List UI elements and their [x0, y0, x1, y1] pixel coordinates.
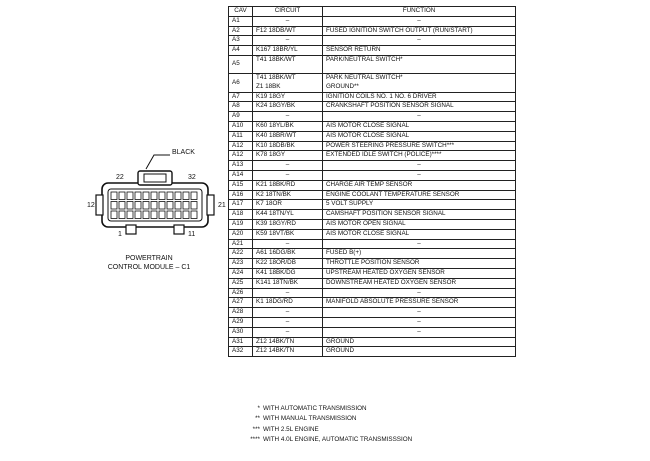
- connector-diagram: [88, 145, 228, 265]
- function-text: –: [417, 288, 421, 296]
- function-cell: [323, 171, 516, 181]
- cav-cell: A11: [229, 131, 253, 141]
- function-text: AIS MOTOR CLOSE SIGNAL: [326, 122, 410, 130]
- circuit-cell: [253, 161, 323, 171]
- circuit-cell: [253, 36, 323, 46]
- table-row: [229, 16, 516, 26]
- pin-cavity: [119, 211, 125, 219]
- function-cell: [323, 268, 516, 278]
- table-row: [229, 200, 516, 210]
- pin-cavity: [127, 192, 133, 200]
- function-text: –: [417, 239, 421, 247]
- cav-cell: A27: [229, 298, 253, 308]
- cav-cell: A3: [229, 36, 253, 46]
- footnote-text: WITH 4.0L ENGINE, AUTOMATIC TRANSMISSSION: [263, 436, 413, 444]
- function-text: THROTTLE POSITION SENSOR: [326, 259, 420, 267]
- table-row: [229, 239, 516, 249]
- pin-cavity: [159, 202, 165, 210]
- pin-label-32: 32: [188, 174, 196, 181]
- cav-cell: A4: [229, 46, 253, 56]
- circuit-cell: [253, 288, 323, 298]
- circuit-cell: [253, 327, 323, 337]
- table-row: [229, 210, 516, 220]
- cav-cell: A20: [229, 229, 253, 239]
- table-row: [229, 26, 516, 36]
- pin-cavity: [151, 211, 157, 219]
- table-row: [229, 112, 516, 122]
- pin-cavity: [175, 192, 181, 200]
- table-row: [229, 249, 516, 259]
- cav-cell: A23: [229, 259, 253, 269]
- function-cell: [323, 308, 516, 318]
- pin-cavity: [167, 192, 173, 200]
- circuit-cell: [253, 308, 323, 318]
- cav-cell: A15: [229, 180, 253, 190]
- pin-cavity: [167, 202, 173, 210]
- cav-cell: A25: [229, 278, 253, 288]
- header-function: FUNCTION: [323, 7, 516, 17]
- pin-cavity: [167, 211, 173, 219]
- table-row: [229, 229, 516, 239]
- circuit-cell: [253, 210, 323, 220]
- circuit-text: [256, 65, 319, 74]
- circuit-cell: [253, 190, 323, 200]
- function-text: FUSED B(+): [326, 249, 362, 257]
- table-row: [229, 171, 516, 181]
- function-text: –: [417, 112, 421, 120]
- circuit-cell: [253, 102, 323, 112]
- circuit-cell: [253, 249, 323, 259]
- pin-cavity: [183, 211, 189, 219]
- circuit-cell: [253, 131, 323, 141]
- circuit-cell: [253, 337, 323, 347]
- table-row: [229, 268, 516, 278]
- function-cell: [323, 26, 516, 36]
- table-row: [229, 55, 516, 73]
- circuit-cell: [253, 268, 323, 278]
- function-text: –: [417, 161, 421, 169]
- function-text: –: [417, 327, 421, 335]
- circuit-text: –: [285, 308, 290, 316]
- pin-cavity: [159, 192, 165, 200]
- circuit-text: A61 16DG/BK: [256, 249, 296, 257]
- circuit-text: K60 18YL/BK: [256, 122, 294, 130]
- function-cell: [323, 16, 516, 26]
- function-cell: [323, 92, 516, 102]
- cav-cell: A16: [229, 190, 253, 200]
- pin-cavity: [143, 211, 149, 219]
- cav-cell: A29: [229, 317, 253, 327]
- function-cell: [323, 210, 516, 220]
- header-cav: CAV: [229, 7, 253, 17]
- table-row: [229, 180, 516, 190]
- connector-color-label: BLACK: [172, 149, 195, 156]
- function-text: CAMSHAFT POSITION SENSOR SIGNAL: [326, 210, 446, 218]
- table-row: [229, 141, 516, 151]
- circuit-text: –: [285, 16, 290, 24]
- function-cell: [323, 36, 516, 46]
- table-row: [229, 190, 516, 200]
- function-text: GROUND: [326, 347, 354, 355]
- pin-cavity: [119, 202, 125, 210]
- circuit-cell: [253, 92, 323, 102]
- circuit-text: K24 18GY/BK: [256, 102, 296, 110]
- cav-cell: A7: [229, 92, 253, 102]
- circuit-cell: [253, 239, 323, 249]
- pin-cavity: [175, 211, 181, 219]
- cav-cell: A13: [229, 161, 253, 171]
- pin-cavity: [143, 192, 149, 200]
- pinout-table-body: [229, 16, 516, 356]
- function-text: 5 VOLT SUPPLY: [326, 200, 374, 208]
- circuit-text: –: [285, 327, 290, 335]
- function-cell: [323, 74, 516, 92]
- cav-cell: A6: [229, 74, 253, 92]
- circuit-text: K19 18GY: [256, 92, 286, 100]
- pin-cavity: [191, 202, 197, 210]
- table-row: [229, 308, 516, 318]
- module-name-line-1: POWERTRAIN: [125, 255, 173, 262]
- function-text: –: [417, 171, 421, 179]
- function-cell: [323, 249, 516, 259]
- cav-cell: A5: [229, 55, 253, 73]
- pin-cavity: [151, 202, 157, 210]
- cav-cell: A30: [229, 327, 253, 337]
- table-row: [229, 347, 516, 357]
- pin-cavity: [191, 192, 197, 200]
- module-name: [84, 254, 214, 272]
- table-row: [229, 102, 516, 112]
- pin-cavity: [135, 192, 141, 200]
- circuit-text: K21 18BK/RD: [256, 180, 296, 188]
- cav-cell: A32: [229, 347, 253, 357]
- function-cell: [323, 141, 516, 151]
- cav-cell: A1: [229, 16, 253, 26]
- circuit-text: –: [285, 288, 290, 296]
- pin-cavity: [127, 202, 133, 210]
- function-text: SENSOR RETURN: [326, 46, 381, 54]
- pin-cavity: [159, 211, 165, 219]
- pin-cavity: [135, 211, 141, 219]
- table-row: [229, 278, 516, 288]
- table-row: [229, 337, 516, 347]
- pin-label-22: 22: [116, 174, 124, 181]
- circuit-text: K167 18BR/YL: [256, 46, 298, 54]
- circuit-text: –: [285, 171, 290, 179]
- function-text: ENGINE COOLANT TEMPERATURE SENSOR: [326, 190, 460, 198]
- footnote-text: WITH AUTOMATIC TRANSMISSION: [263, 405, 367, 412]
- circuit-cell: [253, 298, 323, 308]
- function-text: CHARGE AIR TEMP SENSOR: [326, 180, 413, 188]
- circuit-cell: [253, 317, 323, 327]
- function-text: DOWNSTREAM HEATED OXYGEN SENSOR: [326, 278, 457, 286]
- circuit-cell: [253, 200, 323, 210]
- pin-cavity: [151, 192, 157, 200]
- circuit-cell: [253, 171, 323, 181]
- footnote-text: WITH 2.5L ENGINE: [263, 425, 319, 433]
- circuit-cell: [253, 46, 323, 56]
- cav-cell: A9: [229, 112, 253, 122]
- circuit-text: K7 18OR: [256, 200, 282, 208]
- function-text: IGNITION COILS NO. 1 NO. 6 DRIVER: [326, 92, 437, 100]
- pin-cavity: [119, 192, 125, 200]
- pin-cavity: [111, 192, 117, 200]
- circuit-cell: [253, 74, 323, 92]
- table-row: [229, 46, 516, 56]
- table-row: [229, 151, 516, 161]
- circuit-text: Z12 14BK/TN: [256, 337, 295, 345]
- function-cell: [323, 220, 516, 230]
- footnote-mark: ***: [252, 425, 260, 433]
- function-cell: [323, 122, 516, 132]
- pin-cavity: [111, 211, 117, 219]
- function-cell: [323, 151, 516, 161]
- circuit-text: –: [285, 239, 290, 247]
- function-text: –: [417, 36, 421, 44]
- pin-cavity: [191, 211, 197, 219]
- circuit-cell: [253, 220, 323, 230]
- function-cell: [323, 190, 516, 200]
- function-cell: [323, 131, 516, 141]
- function-cell: [323, 200, 516, 210]
- circuit-text: K44 18TN/YL: [256, 210, 294, 218]
- table-header-row: [229, 7, 516, 17]
- footnote: [232, 435, 412, 445]
- function-text: PARK/NEUTRAL SWITCH*: [326, 55, 403, 63]
- function-cell: [323, 180, 516, 190]
- function-text: POWER STEERING PRESSURE SWITCH***: [326, 141, 455, 149]
- circuit-cell: [253, 112, 323, 122]
- module-name-line-2: CONTROL MODULE – C1: [107, 264, 191, 271]
- table-row: [229, 131, 516, 141]
- function-text: FUSED IGNITION SWITCH OUTPUT (RUN/START): [326, 26, 473, 34]
- circuit-cell: [253, 151, 323, 161]
- cav-cell: A18: [229, 210, 253, 220]
- circuit-text: –: [285, 112, 290, 120]
- table-row: [229, 298, 516, 308]
- pin-label-12: 12: [87, 202, 95, 209]
- function-text: [326, 65, 512, 74]
- circuit-cell: [253, 347, 323, 357]
- function-cell: [323, 46, 516, 56]
- table-row: [229, 288, 516, 298]
- function-text: –: [417, 16, 421, 24]
- pin-cavity: [127, 211, 133, 219]
- cav-cell: A22: [229, 249, 253, 259]
- pin-cavity: [143, 202, 149, 210]
- cav-cell: A17: [229, 200, 253, 210]
- function-cell: [323, 317, 516, 327]
- pin-label-21: 21: [218, 202, 226, 209]
- circuit-text: –: [285, 161, 290, 169]
- circuit-text: K78 18GY: [256, 151, 286, 159]
- pin-cavity: [135, 202, 141, 210]
- table-row: [229, 327, 516, 337]
- pin-label-1: 1: [118, 231, 122, 238]
- function-cell: [323, 161, 516, 171]
- circuit-text: K141 18TN/BK: [256, 278, 299, 286]
- function-cell: [323, 347, 516, 357]
- function-text: MANIFOLD ABSOLUTE PRESSURE SENSOR: [326, 298, 459, 306]
- cav-cell: A19: [229, 220, 253, 230]
- function-cell: [323, 55, 516, 73]
- footnote: [232, 414, 412, 424]
- header-circuit: CIRCUIT: [253, 7, 323, 17]
- pin-cavity: [111, 202, 117, 210]
- cav-cell: A14: [229, 171, 253, 181]
- cav-cell: A24: [229, 268, 253, 278]
- cav-cell: A2: [229, 26, 253, 36]
- footnote: [232, 404, 412, 414]
- function-text: GROUND: [326, 337, 354, 345]
- circuit-text: F12 18DB/WT: [256, 26, 296, 34]
- circuit-cell: [253, 16, 323, 26]
- footnote-text: WITH MANUAL TRANSMISSION: [263, 415, 357, 423]
- circuit-text: Z12 14BK/TN: [256, 347, 295, 355]
- function-text: AIS MOTOR CLOSE SIGNAL: [326, 229, 410, 237]
- circuit-cell: [253, 180, 323, 190]
- function-cell: [323, 298, 516, 308]
- footnote: [232, 425, 412, 435]
- cav-cell: A12: [229, 141, 253, 151]
- pinout-table: [228, 6, 516, 357]
- circuit-text: –: [285, 318, 290, 326]
- function-text: UPSTREAM HEATED OXYGEN SENSOR: [326, 269, 445, 277]
- table-row: [229, 74, 516, 92]
- circuit-text: T41 18BK/WT: [256, 55, 296, 63]
- circuit-cell: [253, 122, 323, 132]
- function-text: PARK NEUTRAL SWITCH*: [326, 74, 403, 82]
- circuit-text: K1 18DG/RD: [256, 298, 293, 306]
- table-row: [229, 220, 516, 230]
- circuit-text: K22 18OR/DB: [256, 259, 296, 267]
- table-row: [229, 36, 516, 46]
- function-text: –: [417, 318, 421, 326]
- cav-cell: A31: [229, 337, 253, 347]
- circuit-cell: [253, 141, 323, 151]
- circuit-text: K41 18BK/DG: [256, 269, 296, 277]
- circuit-cell: [253, 229, 323, 239]
- circuit-text: –: [285, 36, 290, 44]
- function-cell: [323, 102, 516, 112]
- table-row: [229, 122, 516, 132]
- function-text: GROUND**: [326, 82, 359, 90]
- function-cell: [323, 337, 516, 347]
- function-cell: [323, 288, 516, 298]
- pin-cavity: [183, 202, 189, 210]
- circuit-text: K59 18VT/BK: [256, 229, 295, 237]
- circuit-text: T41 18BK/WT: [256, 74, 296, 82]
- footnote-mark: ****: [250, 436, 260, 444]
- function-cell: [323, 112, 516, 122]
- function-cell: [323, 278, 516, 288]
- function-text: AIS MOTOR CLOSE SIGNAL: [326, 131, 410, 139]
- function-text: AIS MOTOR OPEN SIGNAL: [326, 220, 406, 228]
- footnote-mark: *: [257, 405, 260, 412]
- circuit-cell: [253, 55, 323, 73]
- pin-label-11: 11: [188, 231, 196, 238]
- cav-cell: A10: [229, 122, 253, 132]
- footnote-mark: **: [255, 415, 260, 423]
- function-cell: [323, 229, 516, 239]
- function-cell: [323, 259, 516, 269]
- circuit-text: Z1 18BK: [256, 82, 281, 90]
- function-text: –: [417, 308, 421, 316]
- cav-cell: A26: [229, 288, 253, 298]
- circuit-text: K39 18GY/RD: [256, 220, 296, 228]
- circuit-cell: [253, 26, 323, 36]
- table-row: [229, 92, 516, 102]
- cav-cell: A21: [229, 239, 253, 249]
- table-row: [229, 161, 516, 171]
- function-text: EXTENDED IDLE SWITCH (POLICE)****: [326, 151, 442, 159]
- circuit-text: K40 18BR/WT: [256, 131, 297, 139]
- circuit-cell: [253, 278, 323, 288]
- circuit-text: K10 18DB/BK: [256, 141, 295, 149]
- connector-outline-icon: [88, 145, 228, 265]
- footnotes: [232, 404, 412, 446]
- cav-cell: A12: [229, 151, 253, 161]
- pin-cavity: [175, 202, 181, 210]
- circuit-text: K2 18TN/BK: [256, 190, 291, 198]
- pin-cavity: [183, 192, 189, 200]
- cav-cell: A8: [229, 102, 253, 112]
- function-cell: [323, 327, 516, 337]
- table-row: [229, 259, 516, 269]
- function-text: CRANKSHAFT POSITION SENSOR SIGNAL: [326, 102, 454, 110]
- circuit-cell: [253, 259, 323, 269]
- cav-cell: A28: [229, 308, 253, 318]
- table-row: [229, 317, 516, 327]
- function-cell: [323, 239, 516, 249]
